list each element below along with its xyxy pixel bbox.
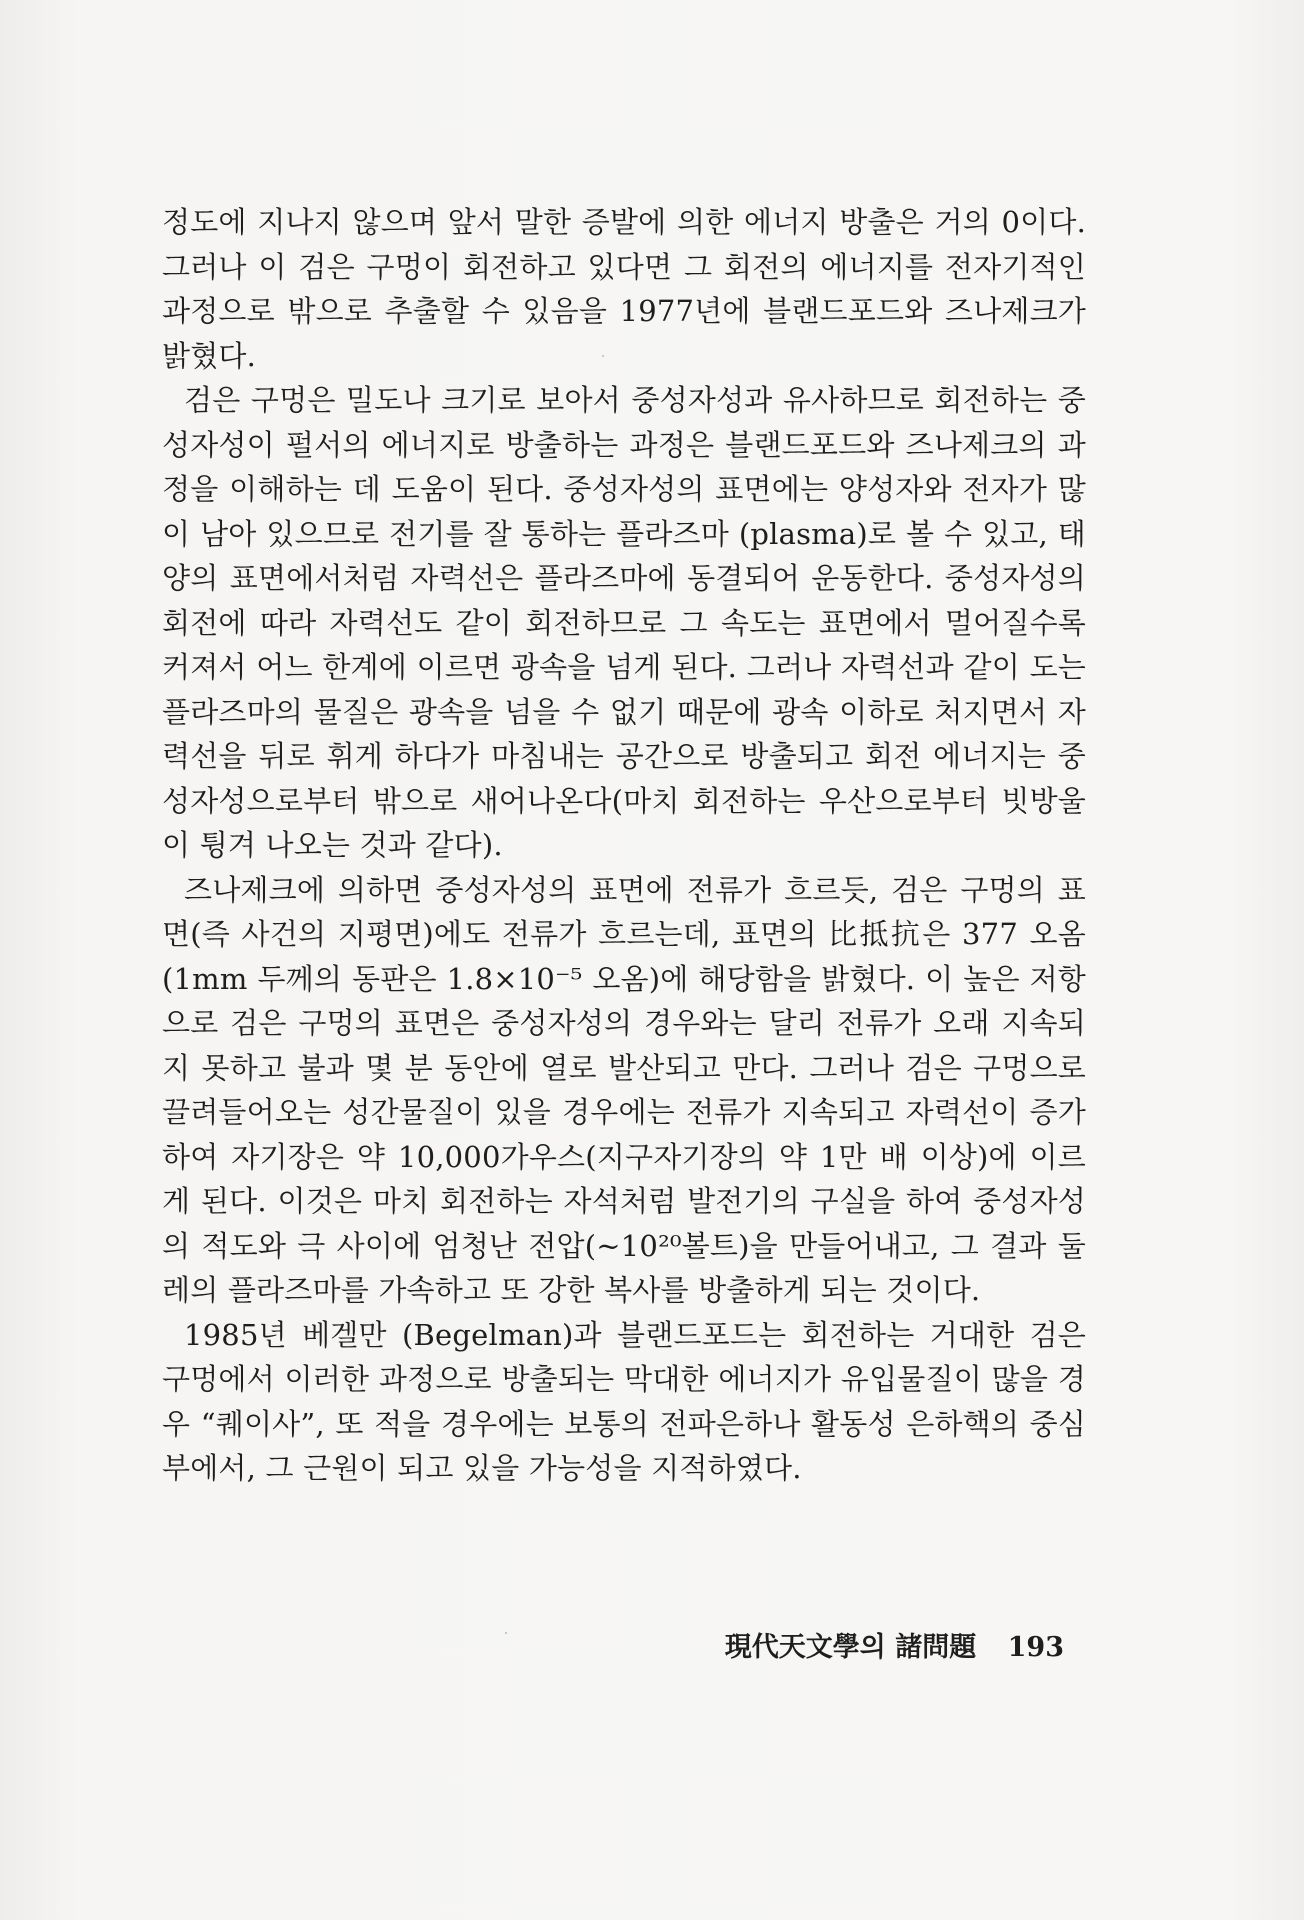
paper-speck [602, 355, 604, 357]
page-footer [725, 1625, 1064, 1664]
running-title: 現代天文學의 諸問題 [724, 1632, 977, 1663]
body-text [162, 200, 1086, 1491]
page-number: 193 [1007, 1632, 1064, 1663]
paper-speck [505, 1632, 507, 1634]
paragraph-4: 1985년 베겔만 (Begelman)과 블랜드포드는 회전하는 거대한 검은 구멍에서 이러한 과정으로 방출되는 막대한 에너지가 유입물질이 많을 경우 “퀘이사”, 또 적을 경우에는 보통의 전파은하나 활동성 은하핵의 중심부에서, 그 근원이 되고 있을 가능성을 지적하였다. [162, 1317, 1086, 1485]
paragraph-3: 즈나제크에 의하면 중성자성의 표면에 전류가 흐르듯, 검은 구멍의 표면(즉 사건의 지평면)에도 전류가 흐르는데, 표면의 比抵抗은 377 오옴(1mm 두께의 동판은 1.8×10⁻⁵ 오옴)에 해당함을 밝혔다. 이 높은 저항으로 검은 구멍의 표면은 중성자성의 경우와는 달리 전류가 오래 지속되지 못하고 불과 몇 분 동안에 열로 발산되고 만다. 그러나 검은 구멍으로 끌려들어오는 성간물질이 있을 경우에는 전류가 지속되고 자력선이 증가하여 자기장은 약 10,000가우스(지구자기장의 약 1만 배 이상)에 이르게 된다. 이것은 마치 회전하는 자석처럼 발전기의 구실을 하여 중성자성의 적도와 극 사이에 엄청난 전압(~10²⁰볼트)을 만들어내고, 그 결과 둘레의 플라즈마를 가속하고 또 강한 복사를 방출하게 되는 것이다. [162, 872, 1086, 1307]
paragraph-1: 정도에 지나지 않으며 앞서 말한 증발에 의한 에너지 방출은 거의 0이다. 그러나 이 검은 구멍이 회전하고 있다면 그 회전의 에너지를 전자기적인 과정으로 밖으로 추출할 수 있음을 1977년에 블랜드포드와 즈나제크가 밝혔다. [162, 205, 1086, 373]
paragraph-2: 검은 구멍은 밀도나 크기로 보아서 중성자성과 유사하므로 회전하는 중성자성이 펄서의 에너지로 방출하는 과정은 블랜드포드와 즈나제크의 과정을 이해하는 데 도움이 된다. 중성자성의 표면에는 양성자와 전자가 많이 남아 있으므로 전기를 잘 통하는 플라즈마 (plasma)로 볼 수 있고, 태양의 표면에서처럼 자력선은 플라즈마에 동결되어 운동한다. 중성자성의 회전에 따라 자력선도 같이 회전하므로 그 속도는 표면에서 멀어질수록 커져서 어느 한계에 이르면 광속을 넘게 된다. 그러나 자력선과 같이 도는 플라즈마의 물질은 광속을 넘을 수 없기 때문에 광속 이하로 처지면서 자력선을 뒤로 휘게 하다가 마침내는 공간으로 방출되고 회전 에너지는 중성자성으로부터 밖으로 새어나온다(마치 회전하는 우산으로부터 빗방울이 튕겨 나오는 것과 같다). [162, 383, 1086, 862]
